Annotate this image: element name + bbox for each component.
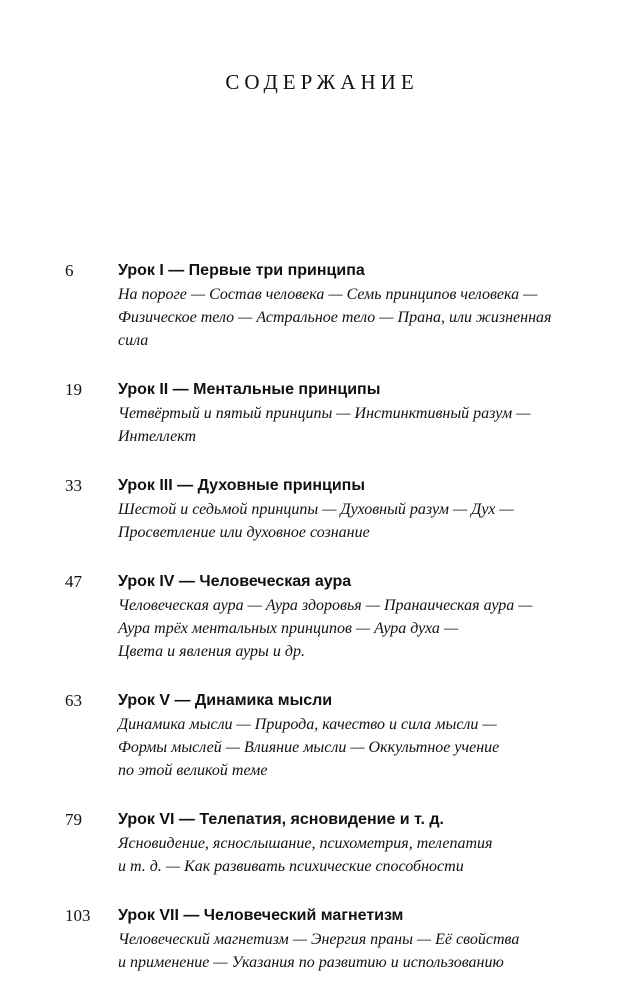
description-line: Человеческий магнетизм — Энергия праны — Её свойства <box>118 931 520 948</box>
lesson-title: Урок II — Ментальные принципы <box>118 381 381 398</box>
description-line: Ясновидение, яснослышание, психометрия, телепатия <box>118 835 493 852</box>
page-number: 19 <box>65 380 82 399</box>
page-number: 33 <box>65 476 82 495</box>
toc-entry-lesson-1 <box>0 259 644 352</box>
lesson-title: Урок III — Духовные принципы <box>118 477 365 494</box>
description-line: и применение — Указания по развитию и использованию <box>118 954 504 971</box>
page-title: СОДЕРЖАНИЕ <box>225 70 419 94</box>
toc-entry-lesson-3 <box>0 474 644 544</box>
description-line: и т. д. — Как развивать психические способности <box>118 858 464 875</box>
toc-entry-lesson-2 <box>0 378 644 448</box>
description-line: Аура трёх ментальных принципов — Аура духа — <box>118 620 459 637</box>
lesson-description <box>118 283 628 352</box>
lesson-title: Урок IV — Человеческая аура <box>118 573 352 590</box>
description-line: Физическое тело — Астральное тело — Прана, или жизненная <box>118 309 552 326</box>
page-number: 47 <box>65 572 82 591</box>
page-number: 79 <box>65 810 82 829</box>
description-line: Интеллект <box>118 428 197 445</box>
description-line: Человеческая аура — Аура здоровья — Пранаическая аура — <box>118 597 533 614</box>
description-line: Четвёртый и пятый принципы — Инстинктивный разум — <box>118 405 531 422</box>
table-of-contents <box>0 259 644 1000</box>
lesson-description <box>118 498 628 544</box>
toc-entry-lesson-5 <box>0 689 644 782</box>
description-line: На пороге — Состав человека — Семь принципов человека — <box>118 286 538 303</box>
description-line: Цвета и явления ауры и др. <box>118 643 305 660</box>
description-line: Формы мыслей — Влияние мысли — Оккультное учение <box>118 739 500 756</box>
description-line: Просветление или духовное сознание <box>118 524 370 541</box>
toc-entry-lesson-7 <box>0 904 644 974</box>
lesson-title: Урок VI — Телепатия, ясновидение и т. д. <box>118 811 444 828</box>
description-line: сила <box>118 332 149 349</box>
lesson-description <box>118 928 628 974</box>
lesson-title: Урок VII — Человеческий магнетизм <box>118 907 404 924</box>
lesson-description <box>118 594 628 663</box>
lesson-title: Урок I — Первые три принципа <box>118 262 365 279</box>
page-number: 63 <box>65 691 82 710</box>
description-line: Динамика мысли — Природа, качество и сила мысли — <box>118 716 497 733</box>
description-line: Шестой и седьмой принципы — Духовный разум — Дух — <box>118 501 514 518</box>
toc-entry-lesson-4 <box>0 570 644 663</box>
lesson-description <box>118 832 628 878</box>
lesson-description <box>118 713 628 782</box>
page-number: 103 <box>65 906 91 925</box>
toc-entry-lesson-6 <box>0 808 644 878</box>
lesson-description <box>118 402 628 448</box>
page-number: 6 <box>65 261 74 280</box>
lesson-title: Урок V — Динамика мысли <box>118 692 333 709</box>
description-line: по этой великой теме <box>118 762 268 779</box>
